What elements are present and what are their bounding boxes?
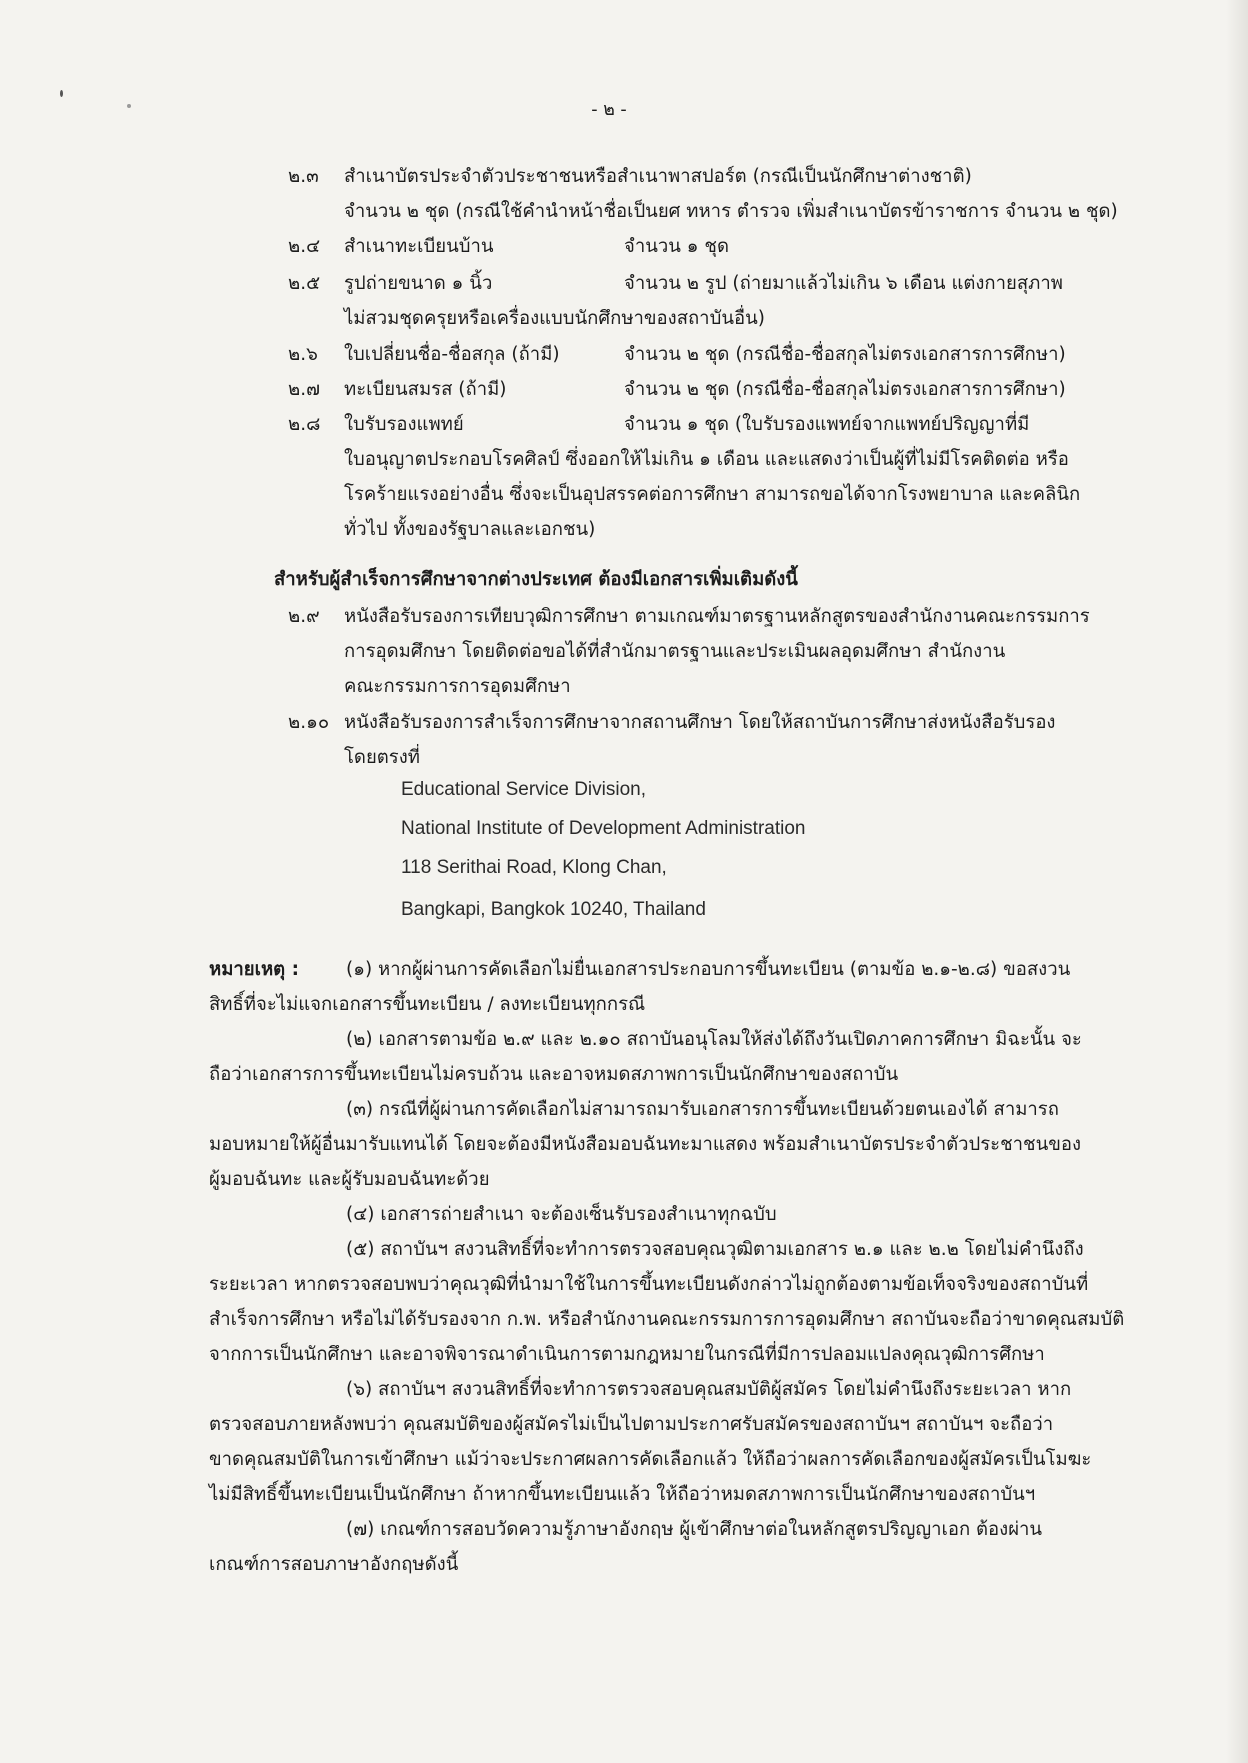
item-number: ๒.๕	[288, 273, 321, 294]
remark-line: ตรวจสอบภายหลังพบว่า คุณสมบัติของผู้สมัครไม่เป็นไปตามประกาศรับสมัครของสถาบันฯ สถาบันฯ จะถือว่า	[209, 1414, 1054, 1435]
item-text: โรคร้ายแรงอย่างอื่น ซึ่งจะเป็นอุปสรรคต่อการศึกษา สามารถขอได้จากโรงพยาบาล และคลินิก	[344, 484, 1081, 505]
item-label: ใบรับรองแพทย์	[344, 414, 464, 435]
remark-line: (๖) สถาบันฯ สงวนสิทธิ์ที่จะทำการตรวจสอบคุณสมบัติผู้สมัคร โดยไม่คำนึงถึงระยะเวลา หาก	[346, 1379, 1072, 1400]
item-number: ๒.๗	[288, 379, 320, 400]
address-line: Bangkapi, Bangkok 10240, Thailand	[401, 899, 706, 920]
item-number: ๒.๔	[288, 236, 321, 257]
item-text: สำเนาบัตรประจำตัวประชาชนหรือสำเนาพาสปอร์ต (กรณีเป็นนักศึกษาต่างชาติ)	[344, 166, 972, 187]
remark-line: มอบหมายให้ผู้อื่นมารับแทนได้ โดยจะต้องมีหนังสือมอบฉันทะมาแสดง พร้อมสำเนาบัตรประจำตัวประชาชนของ	[209, 1134, 1082, 1155]
item-text: ทั่วไป ทั้งของรัฐบาลและเอกชน)	[344, 519, 596, 540]
item-text: ไม่สวมชุดครุยหรือเครื่องแบบนักศึกษาของสถาบันอื่น)	[344, 308, 765, 329]
item-number: ๒.๓	[288, 166, 319, 187]
item-text: ใบอนุญาตประกอบโรคศิลป์ ซึ่งออกให้ไม่เกิน ๑ เดือน และแสดงว่าเป็นผู้ที่ไม่มีโรคติดต่อ หรือ	[344, 449, 1069, 470]
remark-line: (๗) เกณฑ์การสอบวัดความรู้ภาษาอังกฤษ ผู้เข้าศึกษาต่อในหลักสูตรปริญญาเอก ต้องผ่าน	[346, 1519, 1043, 1540]
remark-line: เกณฑ์การสอบภาษาอังกฤษดังนี้	[209, 1554, 459, 1575]
scan-speck	[60, 90, 63, 97]
item-label: ใบเปลี่ยนชื่อ-ชื่อสกุล (ถ้ามี)	[344, 344, 560, 365]
remark-line: (๑) หากผู้ผ่านการคัดเลือกไม่ยื่นเอกสารประกอบการขึ้นทะเบียน (ตามข้อ ๒.๑-๒.๘) ขอสงวน	[346, 959, 1071, 980]
item-detail: จำนวน ๒ รูป (ถ่ายมาแล้วไม่เกิน ๖ เดือน แต่งกายสุภาพ	[624, 273, 1063, 294]
remark-line: ถือว่าเอกสารการขึ้นทะเบียนไม่ครบถ้วน และอาจหมดสภาพการเป็นนักศึกษาของสถาบัน	[209, 1064, 899, 1085]
remark-line: (๓) กรณีที่ผู้ผ่านการคัดเลือกไม่สามารถมารับเอกสารการขึ้นทะเบียนด้วยตนเองได้ สามารถ	[346, 1099, 1059, 1120]
remarks-label: หมายเหตุ :	[209, 959, 299, 980]
item-label: ทะเบียนสมรส (ถ้ามี)	[344, 379, 507, 400]
remark-line: (๔) เอกสารถ่ายสำเนา จะต้องเซ็นรับรองสำเนาทุกฉบับ	[346, 1204, 777, 1225]
remark-line: สิทธิ์ที่จะไม่แจกเอกสารขึ้นทะเบียน / ลงทะเบียนทุกกรณี	[209, 994, 646, 1015]
item-number: ๒.๑๐	[288, 712, 330, 733]
item-label: สำเนาทะเบียนบ้าน	[344, 236, 494, 257]
remark-line: ไม่มีสิทธิ์ขึ้นทะเบียนเป็นนักศึกษา ถ้าหากขึ้นทะเบียนแล้ว ให้ถือว่าหมดสภาพการเป็นนักศึกษาของสถาบันฯ	[209, 1484, 1036, 1505]
section-heading: สำหรับผู้สำเร็จการศึกษาจากต่างประเทศ ต้องมีเอกสารเพิ่มเติมดังนี้	[274, 569, 798, 590]
item-detail: จำนวน ๒ ชุด (กรณีชื่อ-ชื่อสกุลไม่ตรงเอกสารการศึกษา)	[624, 379, 1066, 400]
item-number: ๒.๘	[288, 414, 321, 435]
item-label: รูปถ่ายขนาด ๑ นิ้ว	[344, 273, 493, 294]
item-text: หนังสือรับรองการสำเร็จการศึกษาจากสถานศึกษา โดยให้สถาบันการศึกษาส่งหนังสือรับรอง	[344, 712, 1056, 733]
address-line: 118 Serithai Road, Klong Chan,	[401, 857, 667, 878]
item-detail: จำนวน ๑ ชุด	[624, 236, 729, 257]
item-text: จำนวน ๒ ชุด (กรณีใช้คำนำหน้าชื่อเป็นยศ ทหาร ตำรวจ เพิ่มสำเนาบัตรข้าราชการ จำนวน ๒ ชุด)	[344, 201, 1118, 222]
item-number: ๒.๙	[288, 606, 320, 627]
address-line: National Institute of Development Administration	[401, 818, 806, 839]
item-detail: จำนวน ๒ ชุด (กรณีชื่อ-ชื่อสกุลไม่ตรงเอกสารการศึกษา)	[624, 344, 1066, 365]
remark-line: (๒) เอกสารตามข้อ ๒.๙ และ ๒.๑๐ สถาบันอนุโลมให้ส่งได้ถึงวันเปิดภาคการศึกษา มิฉะนั้น จะ	[346, 1029, 1082, 1050]
remark-line: ระยะเวลา หากตรวจสอบพบว่าคุณวุฒิที่นำมาใช้ในการขึ้นทะเบียนดังกล่าวไม่ถูกต้องตามข้อเท็จจริงของสถาบันที่	[209, 1274, 1089, 1295]
item-number: ๒.๖	[288, 344, 318, 365]
page-number: - ๒ -	[591, 99, 627, 120]
item-text: คณะกรรมการการอุดมศึกษา	[344, 676, 571, 697]
remark-line: สำเร็จการศึกษา หรือไม่ได้รับรองจาก ก.พ. หรือสำนักงานคณะกรรมการการอุดมศึกษา สถาบันจะถือว่าขาดคุณสมบัติ	[209, 1309, 1125, 1330]
remark-line: ผู้มอบฉันทะ และผู้รับมอบฉันทะด้วย	[209, 1169, 490, 1190]
remark-line: (๕) สถาบันฯ สงวนสิทธิ์ที่จะทำการตรวจสอบคุณวุฒิตามเอกสาร ๒.๑ และ ๒.๒ โดยไม่คำนึงถึง	[346, 1239, 1084, 1260]
scan-edge	[1226, 0, 1248, 1763]
item-detail: จำนวน ๑ ชุด (ใบรับรองแพทย์จากแพทย์ปริญญาที่มี	[624, 414, 1030, 435]
remark-line: จากการเป็นนักศึกษา และอาจพิจารณาดำเนินการตามกฎหมายในกรณีที่มีการปลอมแปลงคุณวุฒิการศึกษา	[209, 1344, 1045, 1365]
remark-line: ขาดคุณสมบัติในการเข้าศึกษา แม้ว่าจะประกาศผลการคัดเลือกแล้ว ให้ถือว่าผลการคัดเลือกของผู้สมัครเป็นโมฆะ	[209, 1449, 1092, 1470]
item-text: หนังสือรับรองการเทียบวุฒิการศึกษา ตามเกณฑ์มาตรฐานหลักสูตรของสำนักงานคณะกรรมการ	[344, 606, 1090, 627]
item-text: โดยตรงที่	[344, 747, 420, 768]
address-line: Educational Service Division,	[401, 779, 647, 800]
item-text: การอุดมศึกษา โดยติดต่อขอได้ที่สำนักมาตรฐานและประเมินผลอุดมศึกษา สำนักงาน	[344, 641, 1006, 662]
